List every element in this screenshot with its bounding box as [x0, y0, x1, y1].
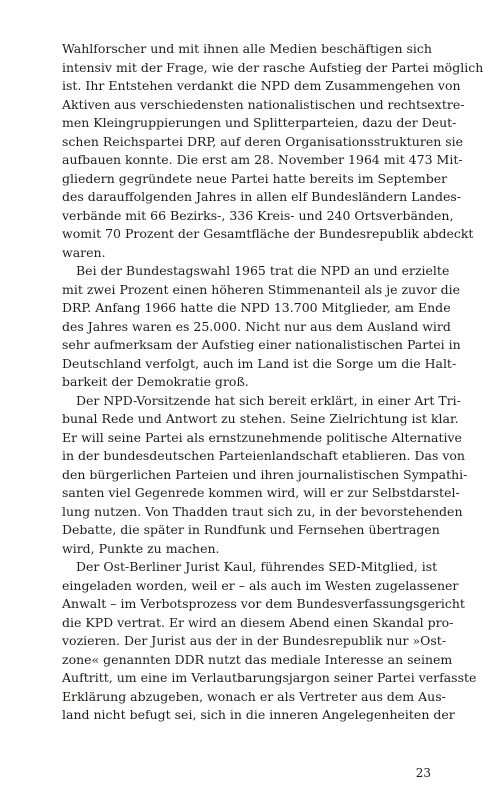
text-line: wird, Punkte zu machen.: [62, 540, 220, 556]
text-line: lung nutzen. Von Thadden traut sich zu, in der bevorstehenden: [62, 503, 463, 519]
body-text: [62, 40, 484, 725]
text-line: ist. Ihr Entstehen verdankt die NPD dem Zusammengehen von: [62, 78, 461, 93]
text-line: men Kleingruppierungen und Splitterparteien, dazu der Deut-: [62, 115, 457, 130]
text-line: Bei der Bundestagswahl 1965 trat die NPD an und erzielte: [76, 263, 450, 278]
text-line: Wahlforscher und mit ihnen alle Medien beschäftigen sich: [62, 41, 432, 56]
text-line: des Jahres waren es 25.000. Nicht nur aus dem Ausland wird: [62, 318, 451, 334]
text-line: land nicht befugt sei, sich in die inneren Angelegenheiten der: [62, 707, 455, 722]
text-line: DRP. Anfang 1966 hatte die NPD 13.700 Mitglieder, am Ende: [62, 300, 451, 315]
text-line: Der NPD-Vorsitzende hat sich bereit erklärt, in einer Art Tri-: [76, 392, 461, 408]
text-line: Aktiven aus verschiedensten nationalistischen und rechtsextre-: [62, 96, 465, 112]
text-line: mit zwei Prozent einen höheren Stimmenanteil als je zuvor die: [62, 281, 461, 297]
text-line: Debatte, die später in Rundfunk und Fernsehen übertragen: [62, 522, 440, 537]
text-line: aufbauen konnte. Die erst am 28. November 1964 mit 473 Mit-: [62, 152, 463, 167]
text-line: vozieren. Der Jurist aus der in der Bundesrepublik nur »Ost-: [62, 633, 447, 648]
paragraph: [62, 40, 484, 262]
page-number: 23: [415, 766, 431, 780]
text-line: Der Ost-Berliner Jurist Kaul, führendes SED-Mitglied, ist: [76, 559, 438, 574]
text-line: Deutschland verfolgt, auch im Land ist die Sorge um die Halt-: [62, 355, 457, 371]
paragraph: [62, 262, 461, 392]
text-line: intensiv mit der Frage, wie der rasche Aufstieg der Partei möglich: [62, 59, 484, 75]
text-line: womit 70 Prozent der Gesamtfläche der Bundesrepublik abdeckt: [62, 226, 474, 241]
text-line: Anwalt – im Verbotsprozess vor dem Bundesverfassungsgericht: [62, 596, 465, 611]
text-line: santen viel Gegenrede kommen wird, will er zur Selbstdarstel-: [62, 485, 460, 500]
text-line: bunal Rede und Antwort zu stehen. Seine Zielrichtung ist klar.: [62, 411, 459, 426]
text-line: schen Reichspartei DRP, auf deren Organisationsstrukturen sie: [62, 133, 464, 149]
text-line: Auftritt, um eine im Verlautbarungsjargon seiner Partei verfasste: [62, 670, 477, 685]
text-line: verbände mit 66 Bezirks-, 336 Kreis- und 240 Ortsverbänden,: [62, 207, 454, 223]
text-line: Er will seine Partei als ernstzunehmende politische Alternative: [62, 429, 462, 445]
text-line: barkeit der Demokratie groß.: [62, 374, 249, 389]
text-line: in der bundesdeutschen Parteienlandschaft etablieren. Das von: [62, 448, 465, 463]
text-line: eingeladen worden, weil er – als auch im Westen zugelassener: [62, 577, 459, 593]
text-line: waren.: [62, 244, 106, 260]
text-line: zone« genannten DDR nutzt das mediale Interesse an seinem: [62, 651, 453, 667]
text-line: die KPD vertrat. Er wird an diesem Abend einen Skandal pro-: [62, 614, 454, 630]
paragraph: [62, 392, 468, 559]
text-line: gliedern gegründete neue Partei hatte bereits im September: [62, 170, 448, 186]
text-line: den bürgerlichen Parteien und ihren journalistischen Sympathi-: [62, 466, 468, 482]
paragraph: [62, 558, 477, 725]
text-line: sehr aufmerksam der Aufstieg einer nationalistischen Partei in: [62, 337, 461, 352]
text-line: des darauffolgenden Jahres in allen elf Bundesländern Landes-: [62, 189, 461, 204]
text-line: Erklärung abzugeben, wonach er als Vertreter aus dem Aus-: [62, 688, 446, 704]
